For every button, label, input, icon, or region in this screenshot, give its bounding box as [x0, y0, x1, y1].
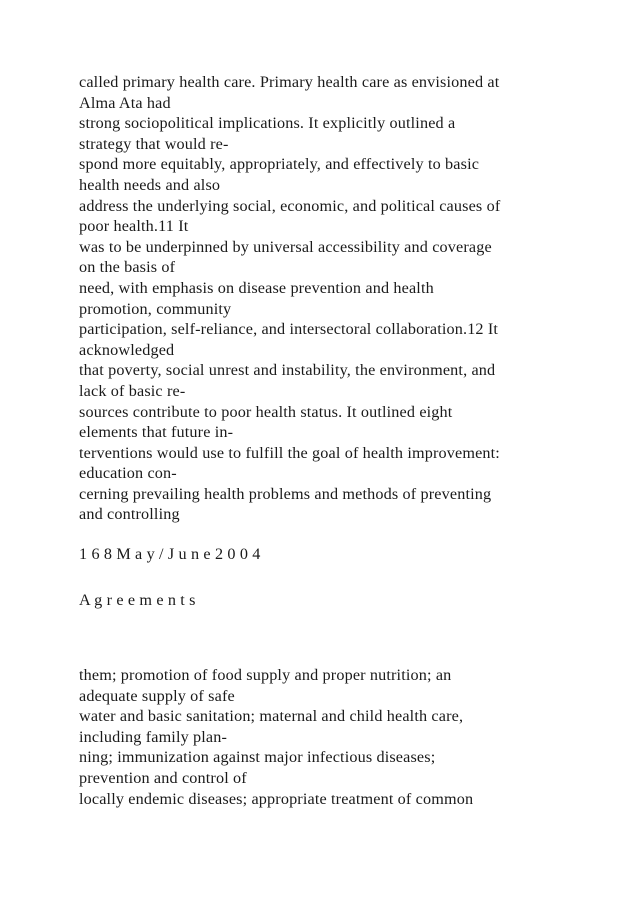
- section-label: A g r e e m e n t s: [79, 591, 196, 609]
- body-paragraph-1: called primary health care. Primary health care as envisioned at Alma Ata had strong sociopolitical implications. It explicitly outlined a strategy that would re- spond more equitably, appropriately, and effectively to basic health needs and also address the underlying social, economic, and political causes of poor health.11 It was to be underpinned by universal accessibility and coverage on the basis of need, with emphasis on disease prevention and health promotion, community participation, self-reliance, and intersectoral collaboration.12 It acknowledged that poverty, social unrest and instability, the environment, and lack of basic re- sources contribute to poor health status. It outlined eight elements that future in- terventions would use to fulfill the goal of health improvement: education con- cerning prevailing health problems and methods of preventing and controlling: [79, 73, 501, 524]
- body-paragraph-2: them; promotion of food supply and proper nutrition; an adequate supply of safe water and basic sanitation; maternal and child health care, including family plan- ning; immunization against major infectious diseases; prevention and control of locally endemic diseases; appropriate treatment of common: [79, 666, 474, 808]
- page-footer: 1 6 8 M a y / J u n e 2 0 0 4: [79, 545, 261, 563]
